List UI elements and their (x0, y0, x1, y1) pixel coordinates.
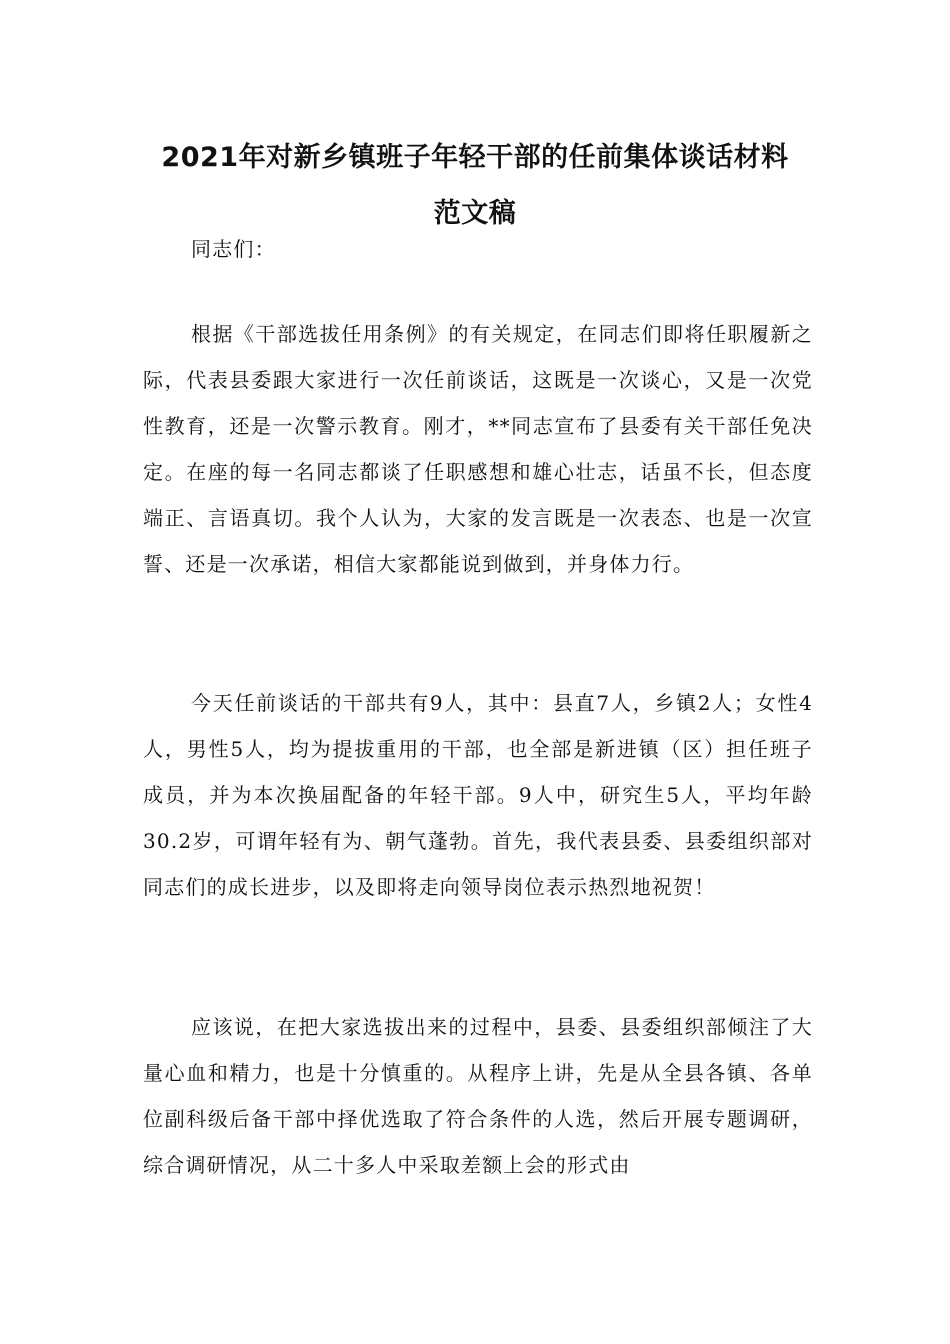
paragraph-1: 根据《干部选拔任用条例》的有关规定，在同志们即将任职履新之际，代表县委跟大家进行一次任前谈话，这既是一次谈心，又是一次党性教育，还是一次警示教育。刚才，**同志宣布了县委有关干部任免决定。在座的每一名同志都谈了任职感想和雄心壮志，话虽不长，但态度端正、言语真切。我个人认为，大家的发言既是一次表态、也是一次宣誓、还是一次承诺，相信大家都能说到做到，并身体力行。 (143, 322, 813, 576)
salutation: 同志们： (191, 237, 276, 261)
title-line-2: 范文稿 (433, 198, 517, 229)
paragraph-2: 今天任前谈话的干部共有9人，其中：县直7人，乡镇2人；女性4人，男性5人，均为提拔重用的干部，也全部是新进镇（区）担任班子成员，并为本次换届配备的年轻干部。9人中，研究生5人，平均年龄30.2岁，可谓年轻有为、朝气蓬勃。首先，我代表县委、县委组织部对同志们的成长进步，以及即将走向领导岗位表示热烈地祝贺！ (143, 691, 813, 899)
title-line-1: 2021年对新乡镇班子年轻干部的任前集体谈话材料 (161, 142, 789, 173)
paragraph-3: 应该说，在把大家选拔出来的过程中，县委、县委组织部倾注了大量心血和精力，也是十分慎重的。从程序上讲，先是从全县各镇、各单位副科级后备干部中择优选取了符合条件的人选，然后开展专题调研，综合调研情况，从二十多人中采取差额上会的形式由 (143, 1015, 813, 1177)
